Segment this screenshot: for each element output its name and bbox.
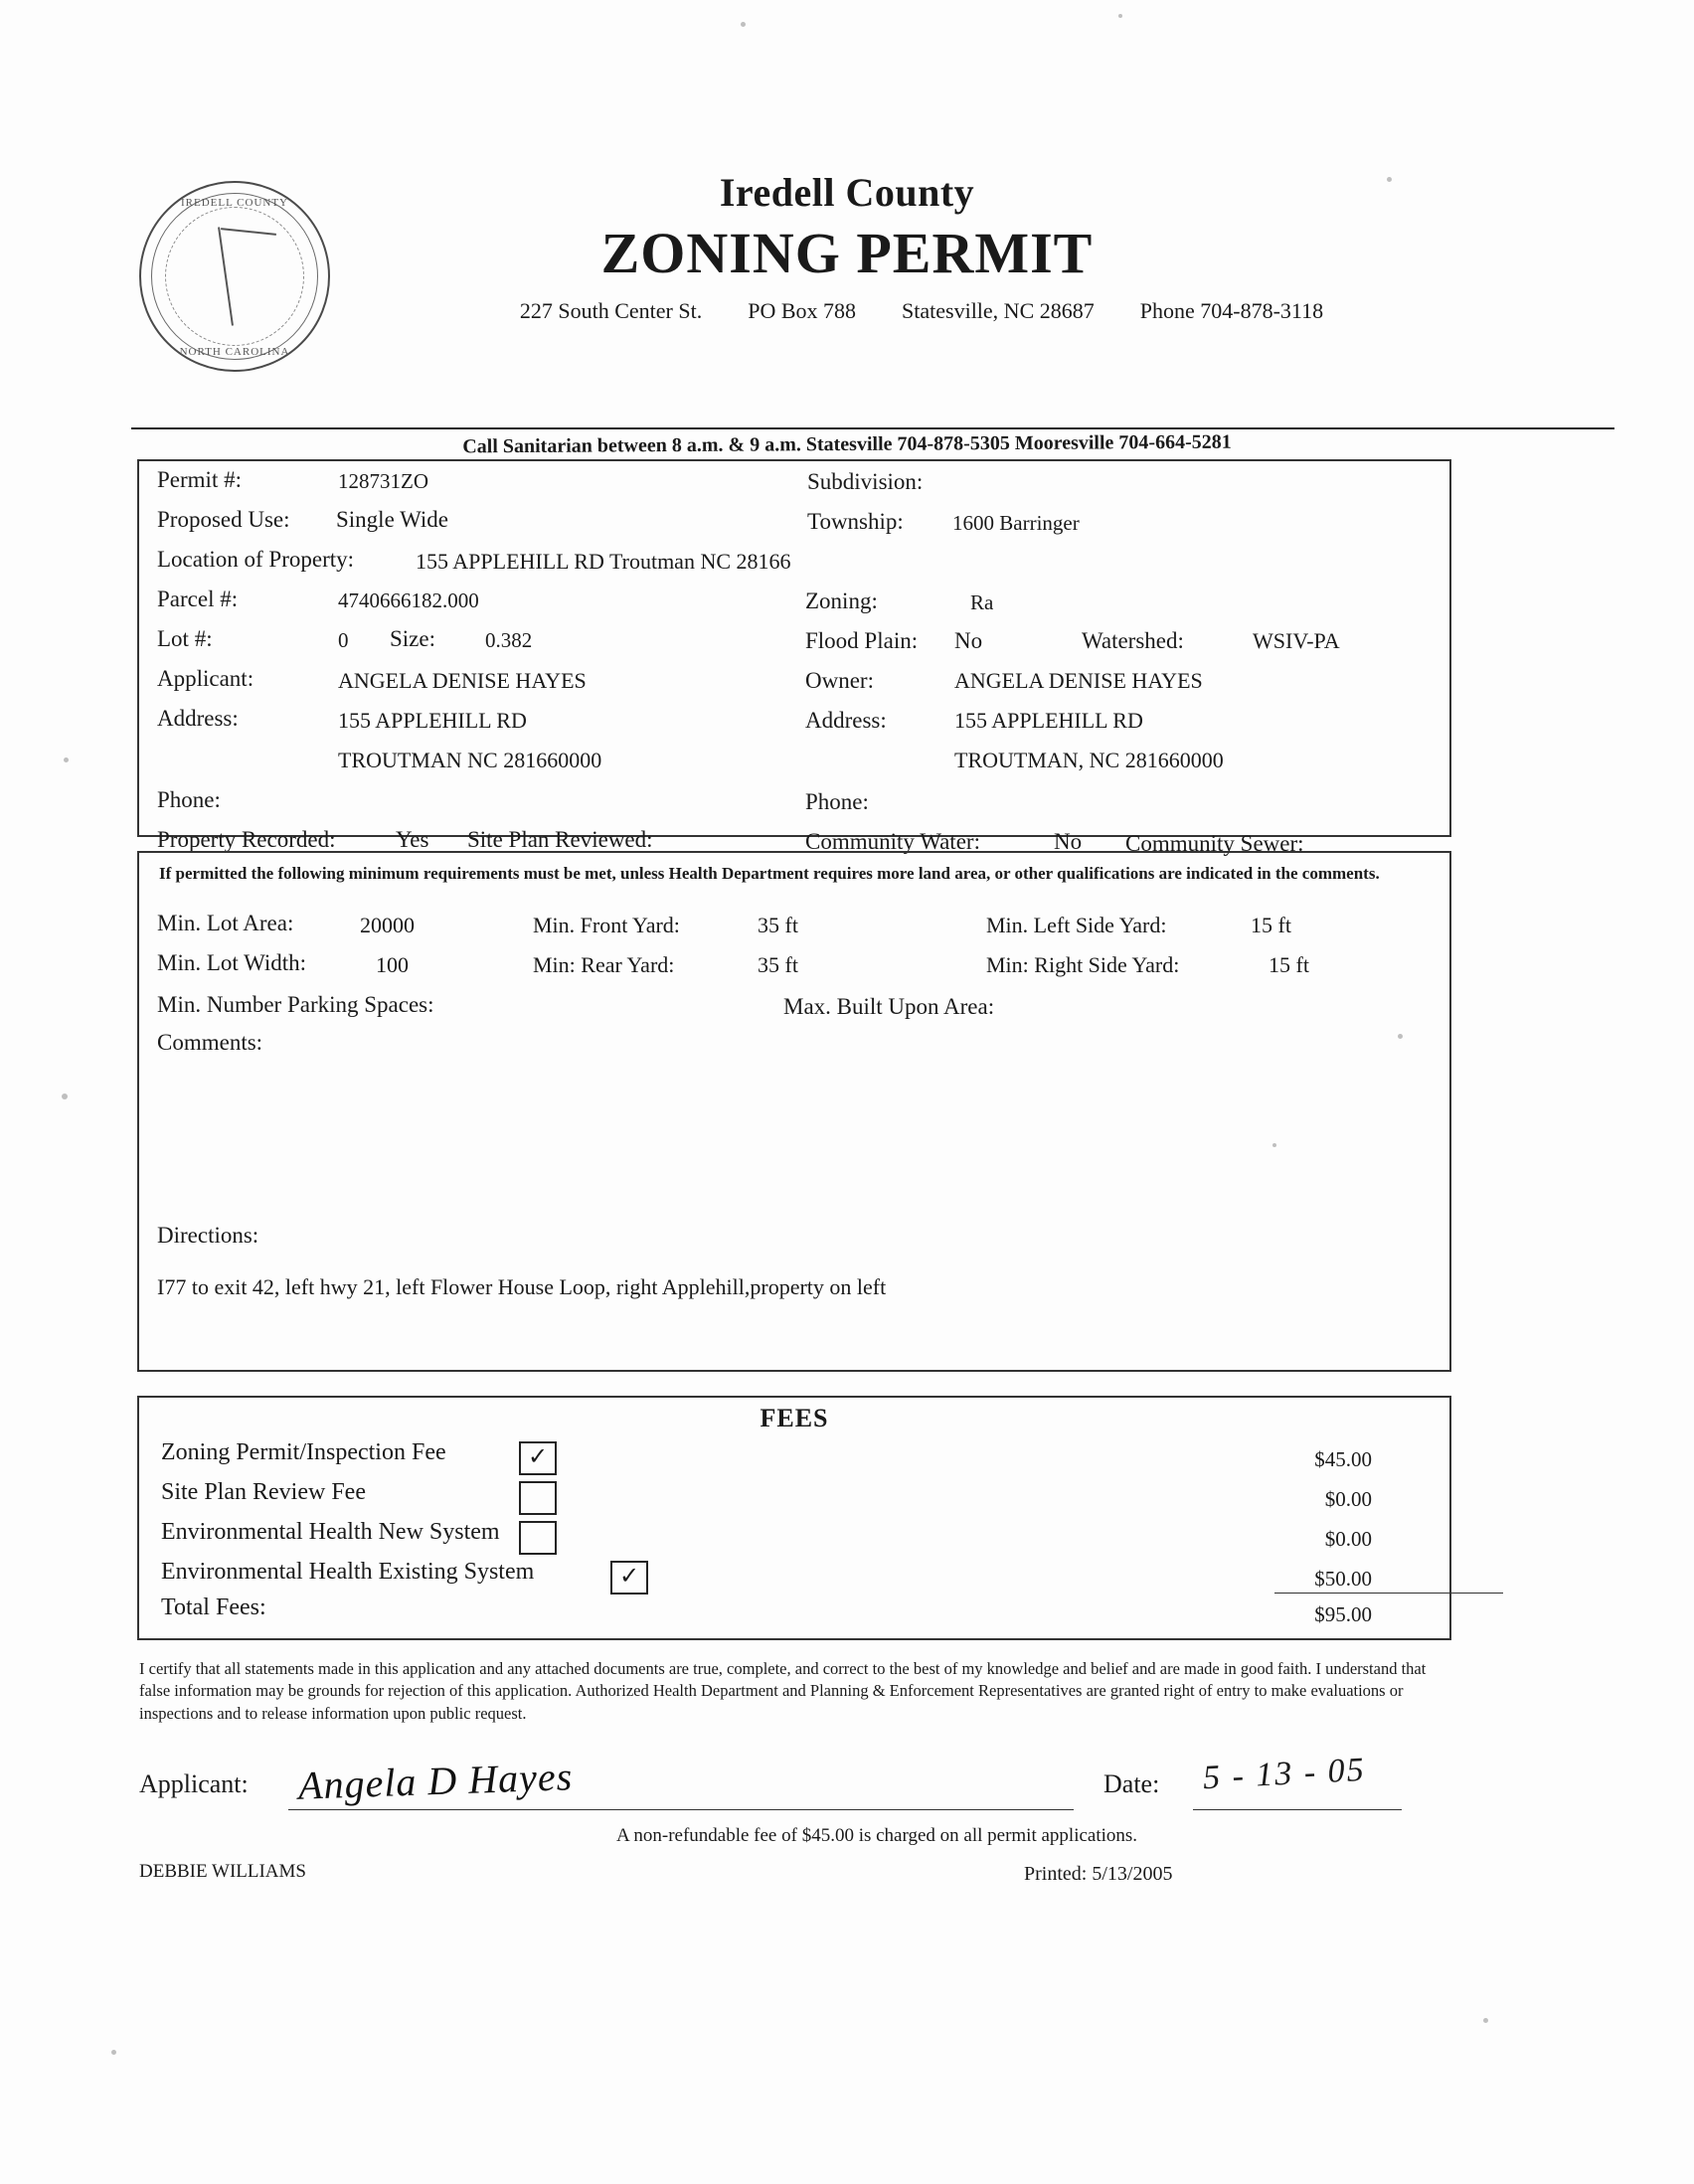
owner-address-line1: 155 APPLEHILL RD <box>954 708 1143 733</box>
total-fees-label: Total Fees: <box>161 1595 266 1620</box>
fee-amount: $50.00 <box>1314 1567 1372 1591</box>
applicant-signature-label: Applicant: <box>139 1769 249 1798</box>
fee-amount: $0.00 <box>1324 1527 1372 1551</box>
size-value: 0.382 <box>485 628 533 652</box>
community-water-label: Community Water: <box>805 829 980 854</box>
scan-speck <box>741 22 746 27</box>
proposed-use-label: Proposed Use: <box>157 507 290 532</box>
non-refundable-note: A non-refundable fee of $45.00 is charged on all permit applications. <box>615 1825 1138 1846</box>
scan-speck <box>64 757 69 762</box>
scan-speck <box>1118 14 1122 18</box>
location-label: Location of Property: <box>157 547 355 572</box>
fee-row-total <box>161 1595 1424 1632</box>
proposed-use-value: Single Wide <box>336 507 449 532</box>
signature-rule <box>288 1809 1074 1810</box>
location-value: 155 APPLEHILL RD Troutman NC 28166 <box>416 549 791 574</box>
property-recorded-value: Yes <box>396 827 429 852</box>
zoning-label: Zoning: <box>805 588 878 613</box>
lot-label: Lot #: <box>157 626 213 651</box>
parcel-value: 4740666182.000 <box>338 588 479 612</box>
comments-label: Comments: <box>157 1030 263 1055</box>
scan-speck <box>1483 2018 1488 2023</box>
office-address-line <box>0 298 1694 324</box>
minimum-requirements-box <box>137 851 1451 1372</box>
date-rule <box>1193 1809 1402 1810</box>
min-lot-width-label: Min. Lot Width: <box>157 950 307 975</box>
fees-title: FEES <box>760 1404 829 1432</box>
document-header <box>0 169 1694 324</box>
fee-label: Environmental Health New System <box>161 1519 500 1545</box>
size-label: Size: <box>390 626 435 651</box>
zoning-value: Ra <box>970 590 994 614</box>
applicant-phone-label: Phone: <box>157 787 221 812</box>
fee-amount: $0.00 <box>1324 1487 1372 1511</box>
min-front-yard-label: Min. Front Yard: <box>533 913 680 937</box>
fee-row-zoning-permit <box>161 1439 1424 1477</box>
address-pobox: PO Box 788 <box>748 298 857 323</box>
fees-total-rule <box>1274 1593 1503 1594</box>
min-right-side-yard-label: Min: Right Side Yard: <box>986 952 1180 977</box>
fee-label: Site Plan Review Fee <box>161 1479 366 1505</box>
permit-number-label: Permit #: <box>157 467 242 492</box>
community-water-value: No <box>1054 829 1083 854</box>
applicant-label: Applicant: <box>157 666 254 691</box>
office-phone: Phone 704-878-3118 <box>1139 298 1324 323</box>
directions-label: Directions: <box>157 1223 259 1248</box>
min-parking-label: Min. Number Parking Spaces: <box>157 992 434 1017</box>
min-left-side-yard-label: Min. Left Side Yard: <box>986 913 1167 937</box>
scan-speck <box>62 1093 68 1099</box>
clerk-name: DEBBIE WILLIAMS <box>139 1861 306 1882</box>
township-value: 1600 Barringer <box>952 511 1080 535</box>
permit-info-box <box>137 459 1451 856</box>
min-lot-width-value: 100 <box>376 952 409 977</box>
fee-row-env-health-existing <box>161 1559 1424 1596</box>
county-name: Iredell County <box>719 170 975 215</box>
fee-label: Environmental Health Existing System <box>161 1559 535 1585</box>
min-rear-yard-label: Min: Rear Yard: <box>533 952 675 977</box>
owner-address-line2: TROUTMAN, NC 281660000 <box>954 748 1224 772</box>
owner-address-label: Address: <box>805 708 887 733</box>
fee-checkbox-env-health-new[interactable] <box>519 1521 557 1555</box>
min-front-yard-value: 35 ft <box>758 913 798 937</box>
date-label: Date: <box>1103 1769 1160 1798</box>
scan-speck <box>111 2050 116 2055</box>
address-street: 227 South Center St. <box>519 298 703 323</box>
fee-checkbox-env-health-existing[interactable]: ✓ <box>610 1561 648 1595</box>
owner-value: ANGELA DENISE HAYES <box>954 668 1203 693</box>
lot-value: 0 <box>338 628 349 652</box>
total-fees-amount: $95.00 <box>1314 1602 1372 1626</box>
owner-phone-label: Phone: <box>805 789 869 814</box>
applicant-address-line1: 155 APPLEHILL RD <box>338 708 527 733</box>
seal-top-text: IREDELL COUNTY <box>181 197 288 209</box>
property-recorded-label: Property Recorded: <box>157 827 336 852</box>
fee-label: Zoning Permit/Inspection Fee <box>161 1439 446 1465</box>
min-left-side-yard-value: 15 ft <box>1251 913 1291 937</box>
directions-value: I77 to exit 42, left hwy 21, left Flower House Loop, right Applehill,property on left <box>157 1274 887 1299</box>
applicant-value: ANGELA DENISE HAYES <box>338 668 587 693</box>
subdivision-label: Subdivision: <box>807 469 924 494</box>
fee-checkbox-zoning-permit[interactable]: ✓ <box>519 1441 557 1475</box>
flood-plain-label: Flood Plain: <box>805 628 919 653</box>
watershed-value: WSIV-PA <box>1253 628 1340 653</box>
min-lot-area-value: 20000 <box>360 913 415 937</box>
community-sewer-label: Community Sewer: <box>1125 831 1304 856</box>
permit-number-value: 128731ZO <box>338 469 428 493</box>
fees-box <box>137 1396 1451 1640</box>
min-rear-yard-value: 35 ft <box>758 952 798 977</box>
watershed-label: Watershed: <box>1082 628 1184 653</box>
seal-bottom-text: NORTH CAROLINA <box>179 346 290 358</box>
site-plan-reviewed-label: Site Plan Reviewed: <box>467 827 653 852</box>
flood-plain-value: No <box>954 628 983 653</box>
address-city: Statesville, NC 28687 <box>902 298 1095 323</box>
printed-date: Printed: 5/13/2005 <box>1024 1863 1173 1885</box>
parcel-label: Parcel #: <box>157 587 239 611</box>
date-value[interactable]: 5 - 13 - 05 <box>1202 1751 1367 1797</box>
sanitarian-call-line: Call Sanitarian between 8 a.m. & 9 a.m. Statesville 704-878-5305 Mooresville 704-664-5281 <box>462 430 1232 458</box>
fee-checkbox-site-plan-review[interactable] <box>519 1481 557 1515</box>
fee-row-site-plan-review <box>161 1479 1424 1517</box>
applicant-address-line2: TROUTMAN NC 281660000 <box>338 748 602 772</box>
requirements-note: If permitted the following minimum requirements must be met, unless Health Department requires more land area, or other qualifications are indicated in the comments. <box>159 864 1380 883</box>
min-lot-area-label: Min. Lot Area: <box>157 911 294 935</box>
page-title: ZONING PERMIT <box>600 221 1094 285</box>
max-built-upon-label: Max. Built Upon Area: <box>783 994 995 1019</box>
township-label: Township: <box>807 509 904 534</box>
applicant-signature[interactable]: Angela D Hayes <box>297 1754 574 1808</box>
certification-text: I certify that all statements made in this application and any attached documents are true, complete, and correct to the best of my knowledge and belief and are made in good faith. I understand that false information may be grounds for rejection of this application. Authorized Health Department and Planning & Enforcement Representatives are granted right of entry to make evaluations or inspections and to release information upon public request. <box>139 1659 1427 1723</box>
applicant-address-label: Address: <box>157 706 239 731</box>
fee-amount: $45.00 <box>1314 1447 1372 1471</box>
owner-label: Owner: <box>805 668 874 693</box>
min-right-side-yard-value: 15 ft <box>1269 952 1309 977</box>
fee-row-env-health-new <box>161 1519 1424 1557</box>
